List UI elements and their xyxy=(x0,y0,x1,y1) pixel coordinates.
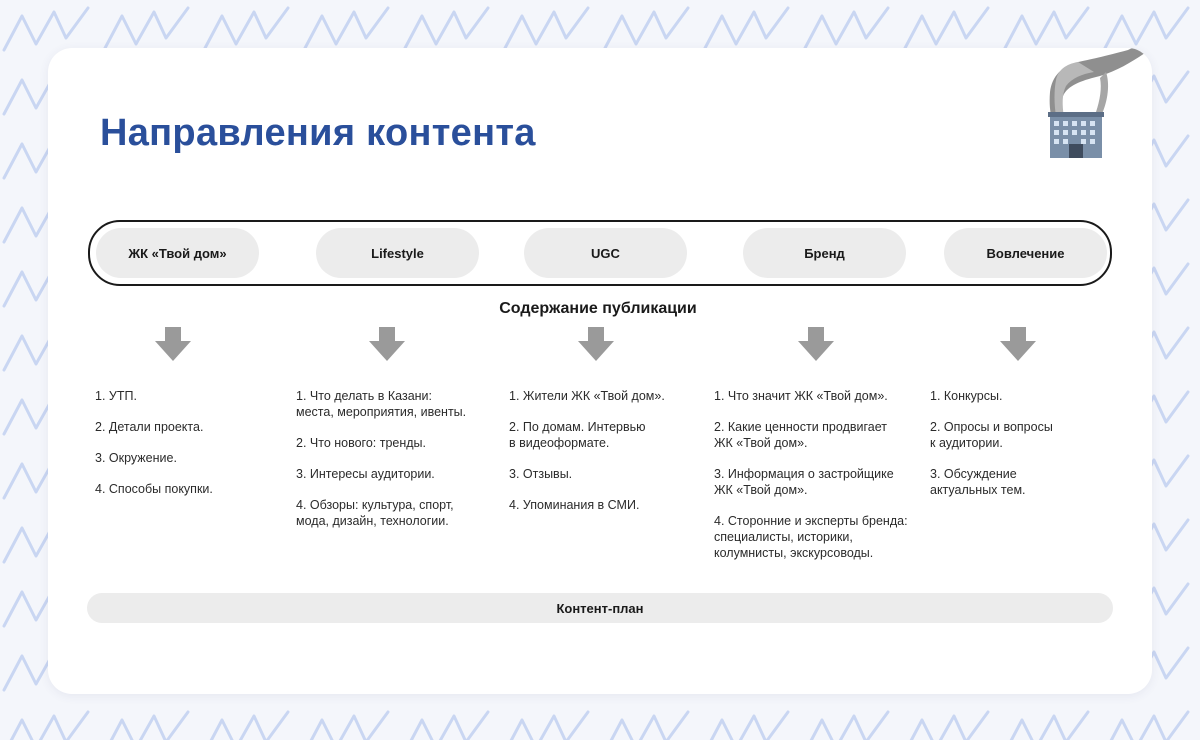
direction-pill-lifestyle[interactable]: Lifestyle xyxy=(316,228,479,278)
content-directions-bar xyxy=(88,220,1112,286)
list-item: 3. Отзывы. xyxy=(509,467,573,481)
list-item: 1. Что делать в Казани: места, мероприятия, ивенты. xyxy=(296,389,467,419)
list-item: 2. Что нового: тренды. xyxy=(296,436,427,450)
column-ugc xyxy=(509,388,714,528)
list-item: 2. По домам. Интервью в видеоформате. xyxy=(509,420,646,450)
list-item: 2. Какие ценности продвигает ЖК «Твой дом». xyxy=(714,420,887,450)
list-item: 3. Интересы аудитории. xyxy=(296,467,435,481)
list-item: 3. Обсуждение актуальных тем. xyxy=(930,467,1026,497)
arrow-down-icon xyxy=(578,327,614,361)
column-engagement xyxy=(930,388,1135,513)
page-title: Направления контента xyxy=(100,112,536,154)
arrow-down-icon xyxy=(155,327,191,361)
section-title: Содержание публикации xyxy=(499,300,697,317)
list-item: 2. Опросы и вопросы к аудитории. xyxy=(930,420,1053,450)
list-item: 1. Жители ЖК «Твой дом». xyxy=(509,389,665,403)
content-card xyxy=(48,48,1152,694)
direction-pill-engagement[interactable]: Вовлечение xyxy=(944,228,1107,278)
list-item: 4. Обзоры: культура, спорт, мода, дизайн, технологии. xyxy=(296,498,454,528)
direction-pill-brand[interactable]: Бренд xyxy=(743,228,906,278)
hand-holding-building-illustration xyxy=(978,48,1152,160)
column-brand xyxy=(714,388,919,576)
list-item: 1. Что значит ЖК «Твой дом». xyxy=(714,389,888,403)
column-lifestyle xyxy=(296,388,501,544)
direction-pill-zhk[interactable]: ЖК «Твой дом» xyxy=(96,228,259,278)
list-item: 3. Окружение. xyxy=(95,451,177,465)
arrow-down-icon xyxy=(369,327,405,361)
arrow-down-icon xyxy=(798,327,834,361)
list-item: 2. Детали проекта. xyxy=(95,420,204,434)
column-zhk xyxy=(95,388,300,512)
list-item: 3. Информация о застройщике ЖК «Твой дом». xyxy=(714,467,894,497)
list-item: 4. Сторонние и эксперты бренда: специалисты, историки, колумнисты, экскурсоводы. xyxy=(714,514,908,560)
content-plan-bar: Контент-план xyxy=(87,593,1113,623)
list-item: 4. Способы покупки. xyxy=(95,482,213,496)
list-item: 1. УТП. xyxy=(95,389,137,403)
list-item: 1. Конкурсы. xyxy=(930,389,1003,403)
direction-pill-ugc[interactable]: UGC xyxy=(524,228,687,278)
list-item: 4. Упоминания в СМИ. xyxy=(509,498,640,512)
arrow-down-icon xyxy=(1000,327,1036,361)
